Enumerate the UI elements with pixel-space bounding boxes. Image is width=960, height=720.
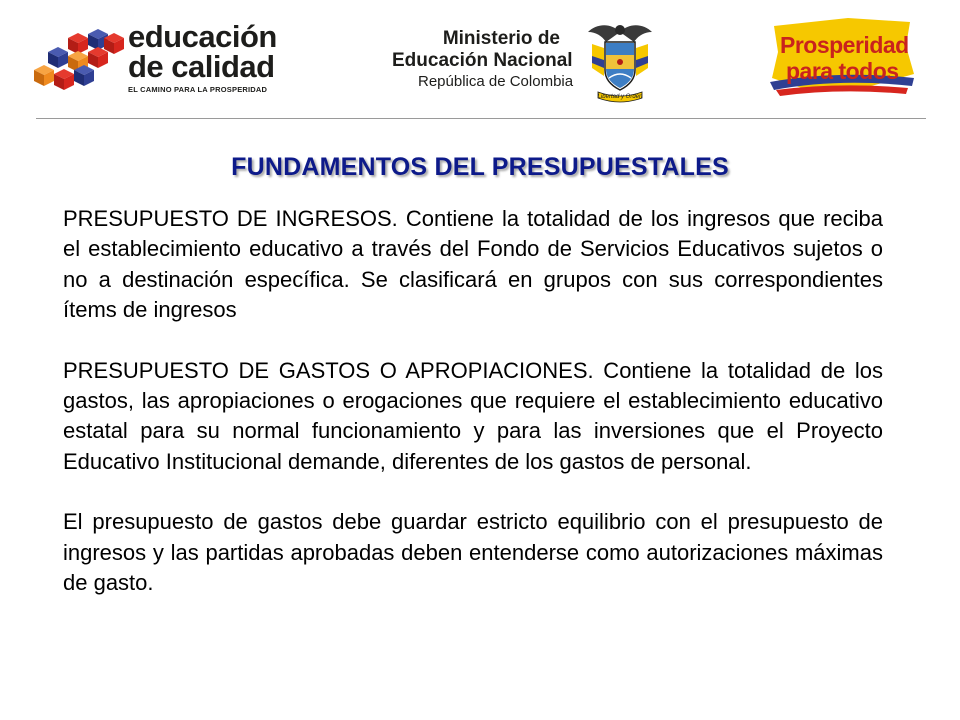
- educacion-logo-line1: educación: [128, 19, 277, 54]
- prosperidad-line1: Prosperidad: [780, 32, 909, 58]
- ministerio-motto: Libertad y Orden: [597, 94, 643, 100]
- paragraph-gastos: PRESUPUESTO DE GASTOS O APROPIACIONES. Contiene la totalidad de los gastos, las apropiaciones o erogaciones que requiere el establecimiento educativo estatal para su normal funcionamiento y para las inversiones que el Proyecto Educativo Institucional demande, diferentes de los gastos de personal.: [63, 357, 883, 474]
- educacion-logo-line2: de calidad: [128, 49, 275, 84]
- prosperidad-logo: [768, 16, 916, 102]
- cube: [54, 69, 74, 90]
- educacion-logo-tagline: EL CAMINO PARA LA PROSPERIDAD: [128, 85, 268, 94]
- ministerio-logo-text: [392, 28, 572, 98]
- paragraph-equilibrio: El presupuesto de gastos debe guardar estricto equilibrio con el presupuesto de ingresos y las partidas aprobadas deben entenderse como autorizaciones máximas de gasto.: [63, 509, 883, 596]
- ministerio-line1: Ministerio de: [442, 28, 560, 49]
- slide-body: [63, 204, 883, 628]
- educacion-de-calidad-logo: [34, 19, 304, 102]
- cube: [68, 33, 88, 54]
- slide-title: FUNDAMENTOS DEL PRESUPUESTALES: [231, 153, 729, 181]
- header-divider: [36, 118, 926, 119]
- coat-of-arms-icon: [584, 18, 656, 110]
- stacked-cubes-logo-icon: [34, 26, 124, 98]
- cube: [88, 47, 108, 68]
- cube: [48, 47, 68, 68]
- paragraph-ingresos: PRESUPUESTO DE INGRESOS. Contiene la totalidad de los ingresos que reciba el establecimiento educativo a través del Fondo de Servicios Educativos sujetos o no a destinación específica. Se clasificará en grupos con sus correspondientes ítems de ingresos: [63, 206, 883, 323]
- educacion-logo-text: [128, 19, 308, 94]
- slide-header: [0, 0, 960, 118]
- ministerio-line2: Educación Nacional: [392, 50, 573, 71]
- cube: [34, 65, 54, 86]
- prosperidad-line2: para todos: [786, 58, 899, 84]
- ministerio-line3: República de Colombia: [418, 73, 574, 90]
